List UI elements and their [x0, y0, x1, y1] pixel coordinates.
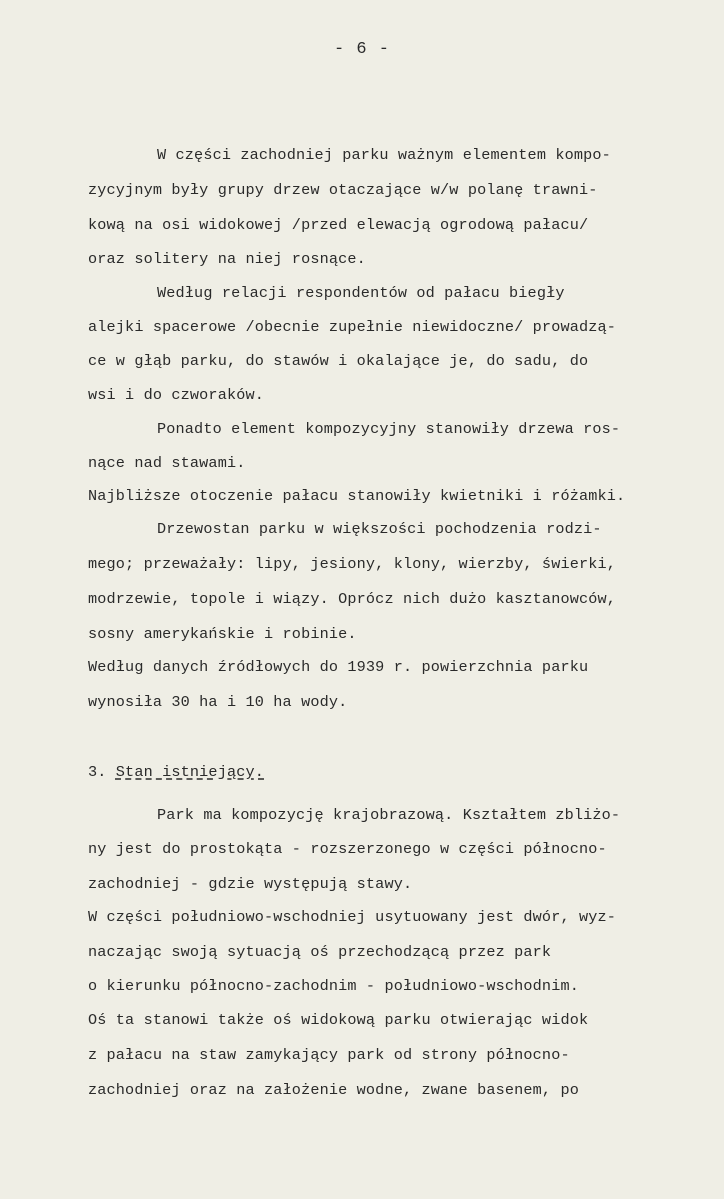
text-line: Drzewostan parku w większości pochodzenia rodzi- — [157, 520, 602, 538]
page-number: - 6 - — [333, 40, 390, 59]
text-line: alejki spacerowe /obecnie zupełnie niewidoczne/ prowadzą- — [88, 318, 617, 336]
text-line: ce w głąb parku, do stawów i okalające je, do sadu, do — [88, 352, 589, 370]
text-line: o kierunku północno-zachodnim - południowo-wschodnim. — [88, 977, 579, 995]
text-line: sosny amerykańskie i robinie. — [88, 625, 357, 643]
text-line: Według danych źródłowych do 1939 r. powierzchnia parku — [88, 658, 589, 676]
text-line: mego; przeważały: lipy, jesiony, klony, wierzby, świerki, — [88, 555, 617, 573]
text-line: Według relacji respondentów od pałacu biegły — [157, 284, 565, 302]
text-line: Park ma kompozycję krajobrazową. Kształtem zbliżo- — [157, 806, 621, 824]
text-line: naczając swoją sytuacją oś przechodzącą przez park — [88, 943, 552, 961]
text-line: Najbliższe otoczenie pałacu stanowiły kwietniki i różamki. — [88, 487, 626, 505]
text-line: zachodniej - gdzie występują stawy. — [88, 875, 413, 893]
text-line: zycyjnym były grupy drzew otaczające w/w polanę trawni- — [88, 181, 598, 199]
section-number: 3. — [88, 763, 107, 781]
text-line: Ponadto element kompozycyjny stanowiły drzewa ros- — [157, 420, 621, 438]
text-line: nące nad stawami. — [88, 454, 246, 472]
section-heading — [88, 763, 264, 781]
text-line: W części zachodniej parku ważnym elementem kompo- — [157, 146, 611, 164]
text-line: z pałacu na staw zamykający park od strony północno- — [88, 1046, 570, 1064]
section-title: Stan istniejący. — [115, 763, 265, 781]
text-line: zachodniej oraz na założenie wodne, zwane basenem, po — [88, 1081, 579, 1099]
text-line: modrzewie, topole i wiązy. Oprócz nich dużo kasztanowców, — [88, 590, 617, 608]
text-line: wynosiła 30 ha i 10 ha wody. — [88, 693, 348, 711]
text-line: ny jest do prostokąta - rozszerzonego w części północno- — [88, 840, 607, 858]
text-line: wsi i do czworaków. — [88, 386, 265, 404]
text-line: oraz solitery na niej rosnące. — [88, 250, 366, 268]
text-line: kową na osi widokowej /przed elewacją ogrodową pałacu/ — [88, 216, 589, 234]
text-line: Oś ta stanowi także oś widokową parku otwierając widok — [88, 1011, 589, 1029]
text-line: W części południowo-wschodniej usytuowany jest dwór, wyz- — [88, 908, 617, 926]
